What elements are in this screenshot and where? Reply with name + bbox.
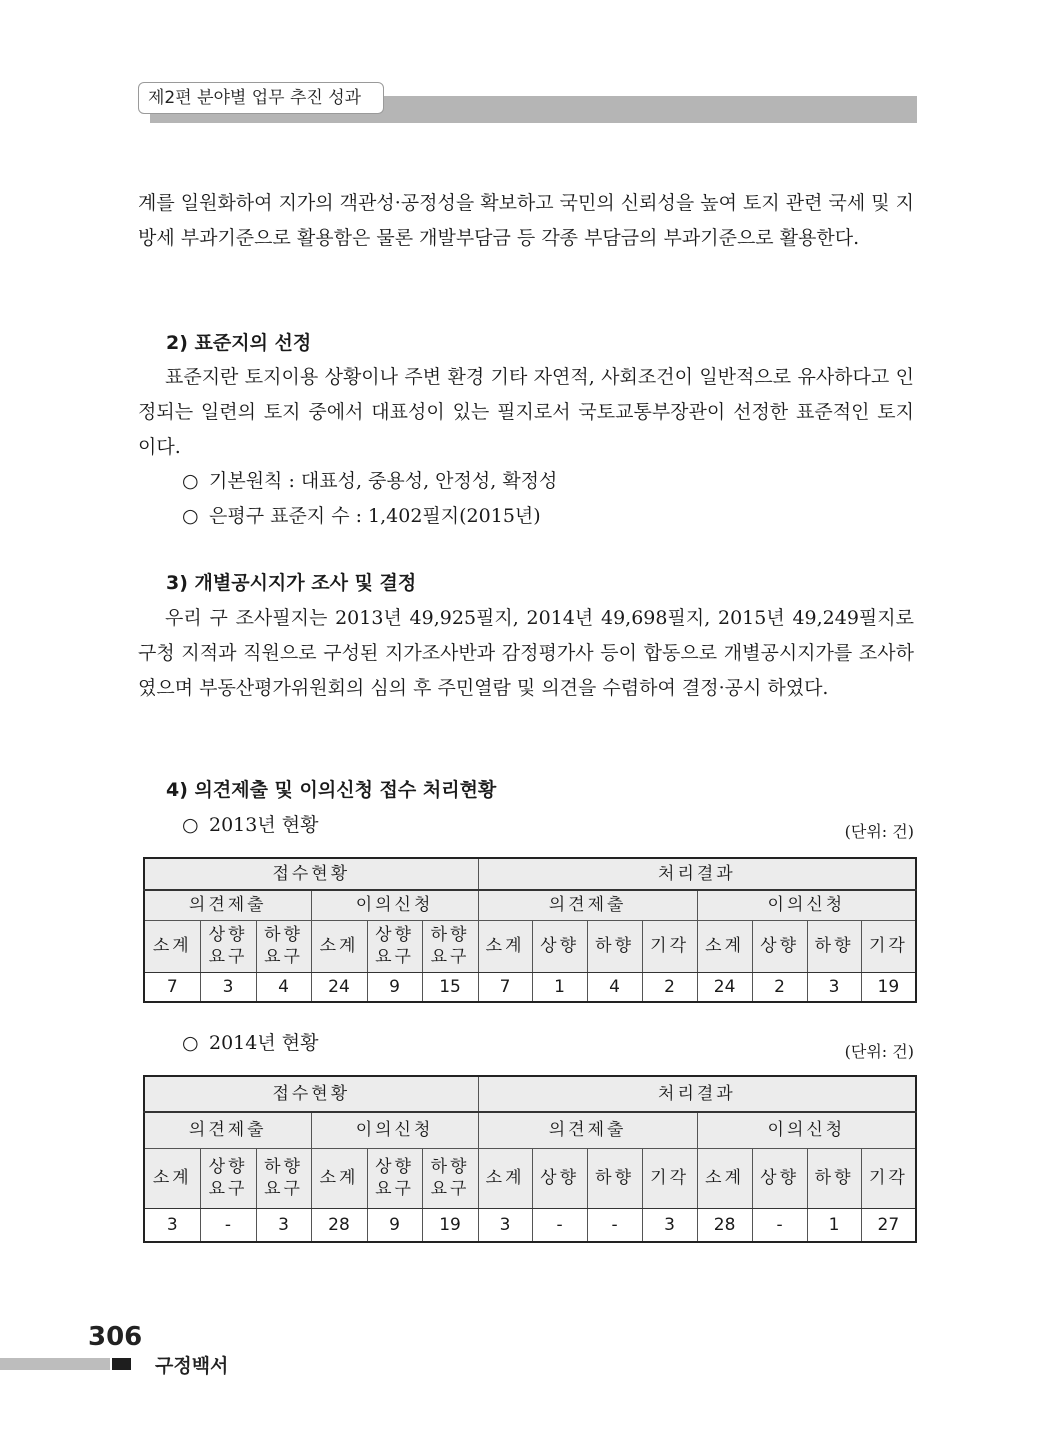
cell: 3 [478,1208,532,1242]
col-header: 소계 [697,1148,752,1208]
cell: - [587,1208,642,1242]
col-header: 하향 요구 [422,1148,478,1208]
table-2014-caption [182,1028,318,1058]
table-row [144,972,916,1002]
header-sub: 의견제출 [478,890,697,920]
table-2013 [143,857,917,1003]
cell: 27 [861,1208,916,1242]
cell: 1 [807,1208,861,1242]
cell: 3 [642,1208,697,1242]
bullet-text: 기본원칙 : 대표성, 중용성, 안정성, 확정성 [209,470,558,492]
col-header: 기각 [642,920,697,972]
col-header: 소계 [478,920,532,972]
header-sub: 의견제출 [478,1112,697,1148]
bullet-circle-icon: ○ [182,814,199,836]
cell: - [200,1208,256,1242]
col-header: 하향 요구 [422,920,478,972]
caption-text: 2013년 현황 [209,814,319,836]
col-header: 하향 [807,1148,861,1208]
cell: 9 [367,972,422,1002]
chapter-header: 제2편 분야별 업무 추진 성과 [138,82,384,114]
caption-text: 2014년 현황 [209,1032,319,1054]
bullet-circle-icon: ○ [182,1032,199,1054]
section-2-bullet-2 [182,501,541,531]
section-3-title: 3) 개별공시지가 조사 및 결정 [166,572,417,594]
col-header: 하향 [587,1148,642,1208]
col-header: 상향 [532,920,587,972]
col-header: 상향 요구 [200,1148,256,1208]
col-header: 상향 [752,920,807,972]
cell: - [532,1208,587,1242]
col-header: 소계 [478,1148,532,1208]
section-4-title: 4) 의견제출 및 이의신청 접수 처리현황 [166,779,497,801]
cell: - [752,1208,807,1242]
cell: 3 [807,972,861,1002]
cell: 3 [200,972,256,1002]
page-number: 306 [88,1322,143,1352]
cell: 19 [861,972,916,1002]
cell: 15 [422,972,478,1002]
col-header: 하향 요구 [256,920,311,972]
cell: 4 [587,972,642,1002]
cell: 2 [752,972,807,1002]
cell: 28 [697,1208,752,1242]
col-header: 상향 요구 [367,1148,422,1208]
col-header: 기각 [861,920,916,972]
col-header: 소계 [144,1148,200,1208]
cell: 19 [422,1208,478,1242]
footer-square [112,1358,131,1370]
col-header: 소계 [144,920,200,972]
cell: 4 [256,972,311,1002]
cell: 24 [311,972,367,1002]
section-3-body [138,601,914,706]
bullet-circle-icon: ○ [182,505,199,527]
col-header: 하향 [807,920,861,972]
col-header: 상향 [752,1148,807,1208]
col-header: 상향 요구 [200,920,256,972]
bullet-circle-icon: ○ [182,470,199,492]
section-2-title: 2) 표준지의 선정 [166,332,312,354]
col-header: 기각 [642,1148,697,1208]
header-group-result: 처리결과 [478,1076,916,1112]
col-header: 하향 [587,920,642,972]
header-group-result: 처리결과 [478,858,916,890]
col-header: 소계 [311,1148,367,1208]
header-group-received: 접수현황 [144,1076,478,1112]
header-sub: 이의신청 [311,1112,478,1148]
intro-paragraph [138,186,914,256]
intro-text: 계를 일원화하여 지가의 객관성·공정성을 확보하고 국민의 신뢰성을 높여 토지 관련 국세 및 지방세 부과기준으로 활용함은 물론 개발부담금 등 각종 부담금의 부과기준으로 활용한다. [138,192,914,249]
cell: 1 [532,972,587,1002]
col-header: 기각 [861,1148,916,1208]
bullet-text: 은평구 표준지 수 : 1,402필지(2015년) [209,505,541,527]
cell: 28 [311,1208,367,1242]
cell: 3 [256,1208,311,1242]
header-sub: 이의신청 [311,890,478,920]
section-2-bullet-1 [182,466,557,496]
cell: 7 [144,972,200,1002]
col-header: 상향 요구 [367,920,422,972]
section-2-text: 표준지란 토지이용 상황이나 주변 환경 기타 자연적, 사회조건이 일반적으로 유사하다고 인정되는 일련의 토지 중에서 대표성이 있는 필지로서 국토교통부장관이 선정한 표준적인 토지이다. [138,366,914,458]
col-header: 상향 [532,1148,587,1208]
header-sub: 의견제출 [144,1112,311,1148]
cell: 3 [144,1208,200,1242]
header-sub: 이의신청 [697,1112,916,1148]
cell: 7 [478,972,532,1002]
cell: 24 [697,972,752,1002]
book-title: 구정백서 [155,1355,229,1377]
table-2013-unit: (단위: 건) [844,822,914,841]
col-header: 소계 [697,920,752,972]
col-header: 소계 [311,920,367,972]
table-2013-caption [182,810,318,840]
cell: 2 [642,972,697,1002]
table-2014-unit: (단위: 건) [844,1042,914,1061]
header-sub: 의견제출 [144,890,311,920]
cell: 9 [367,1208,422,1242]
table-2014 [143,1075,917,1243]
header-group-received: 접수현황 [144,858,478,890]
header-sub: 이의신청 [697,890,916,920]
section-3-text: 우리 구 조사필지는 2013년 49,925필지, 2014년 49,698필지, 2015년 49,249필지로 구청 지적과 직원으로 구성된 지가조사반과 감정평가사 등이 합동으로 개별공시지가를 조사하였으며 부동산평가위원회의 심의 후 주민열람 및 의견을 수렴하여 결정·공시 하였다. [138,607,914,699]
footer-bar [0,1358,110,1370]
section-2-body [138,360,914,465]
col-header: 하향 요구 [256,1148,311,1208]
table-row [144,1208,916,1242]
